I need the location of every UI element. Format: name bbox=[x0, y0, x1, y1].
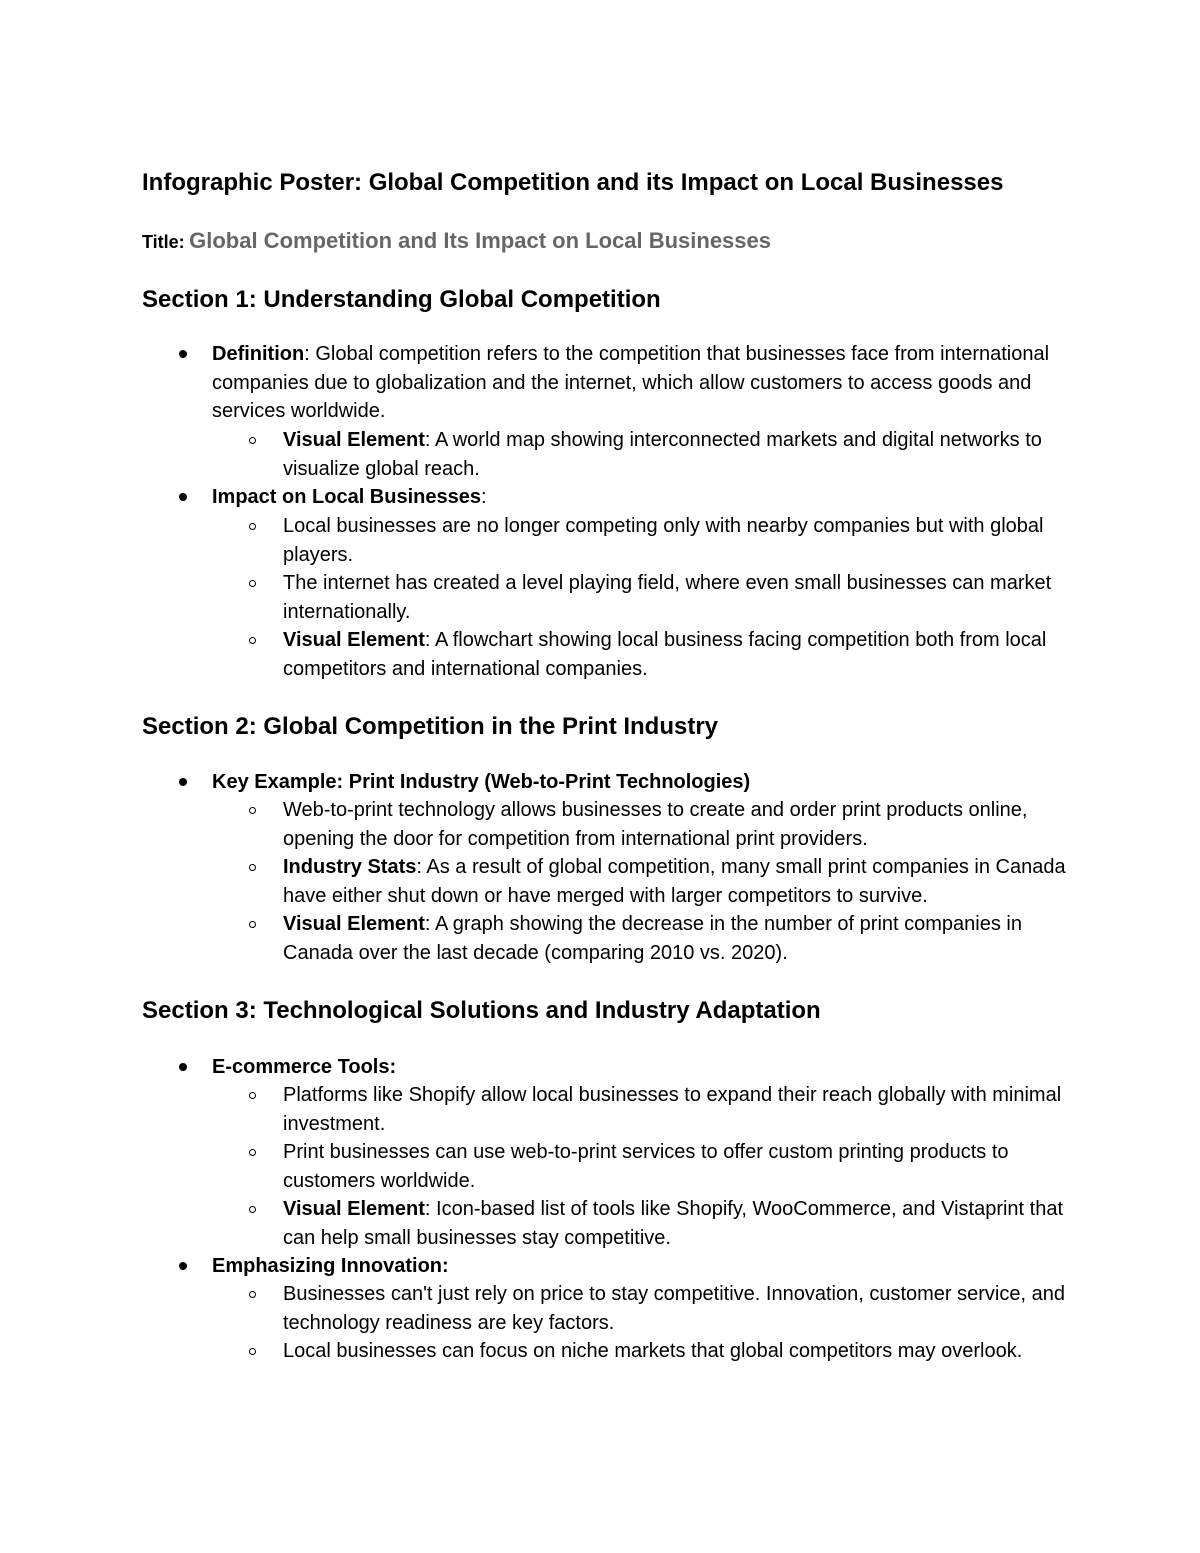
item-label: Visual Element bbox=[283, 913, 425, 935]
list-item-text bbox=[212, 483, 1092, 512]
section-heading: Section 2: Global Competition in the Print Industry bbox=[142, 713, 719, 740]
bullet-circle bbox=[249, 580, 256, 587]
bullet-circle bbox=[249, 921, 256, 928]
item-text: Web-to-print technology allows businesses to create and order print products online, opening the door for competition from international print providers. bbox=[283, 799, 1028, 850]
item-text: A world map showing interconnected markets and digital networks to visualize global reach. bbox=[283, 429, 1042, 480]
item-text: Local businesses are no longer competing only with nearby companies but with global players. bbox=[283, 515, 1044, 566]
bullet-circle bbox=[249, 1149, 256, 1156]
item-text: Icon-based list of tools like Shopify, WooCommerce, and Vistaprint that can help small businesses stay competitive. bbox=[283, 1198, 1064, 1249]
title-label: Title: bbox=[142, 232, 185, 252]
sub-item-text bbox=[283, 512, 1083, 569]
item-label: E-commerce Tools: bbox=[212, 1056, 397, 1078]
item-separator: : bbox=[424, 1198, 431, 1220]
bullet-dot bbox=[179, 1262, 187, 1270]
sub-item-text bbox=[283, 853, 1083, 910]
bullet-circle bbox=[249, 523, 256, 530]
title-line bbox=[142, 225, 771, 260]
item-label: Visual Element bbox=[283, 1198, 425, 1220]
sub-item-text bbox=[283, 426, 1083, 483]
section-heading: Section 1: Understanding Global Competition bbox=[142, 286, 661, 313]
item-text: As a result of global competition, many small print companies in Canada have either shut down or have merged with larger competitors to survive. bbox=[283, 856, 1066, 907]
item-separator: : bbox=[424, 629, 431, 651]
bullet-dot bbox=[179, 778, 187, 786]
item-label: Key Example: Print Industry (Web-to-Print Technologies) bbox=[212, 771, 751, 793]
bullet-circle bbox=[249, 1291, 256, 1298]
sub-item-text bbox=[283, 1280, 1083, 1337]
item-text: Businesses can't just rely on price to stay competitive. Innovation, customer service, and technology readiness are key factors. bbox=[283, 1283, 1065, 1334]
bullet-circle bbox=[249, 1092, 256, 1099]
bullet-circle bbox=[249, 637, 256, 644]
sub-item-text bbox=[283, 1138, 1083, 1195]
item-separator: : bbox=[304, 343, 310, 365]
item-separator: : bbox=[424, 913, 431, 935]
bullet-dot bbox=[179, 493, 187, 501]
bullet-circle bbox=[249, 437, 256, 444]
item-label: Visual Element bbox=[283, 429, 425, 451]
sub-item-text bbox=[283, 910, 1083, 967]
bullet-dot bbox=[179, 1063, 187, 1071]
item-text: The internet has created a level playing field, where even small businesses can market internationally. bbox=[283, 572, 1052, 623]
sub-item-text bbox=[283, 626, 1083, 683]
document-heading: Infographic Poster: Global Competition and its Impact on Local Businesses bbox=[142, 169, 1004, 196]
list-item-text bbox=[212, 1053, 1092, 1082]
item-label: Visual Element bbox=[283, 629, 425, 651]
item-text: Platforms like Shopify allow local businesses to expand their reach globally with minimal investment. bbox=[283, 1084, 1062, 1135]
list-item-text bbox=[212, 1252, 1092, 1281]
item-text: Global competition refers to the competition that businesses face from international companies due to globalization and the internet, which allow customers to access goods and services worldwide. bbox=[212, 343, 1050, 422]
bullet-dot bbox=[179, 350, 187, 358]
item-text: A graph showing the decrease in the number of print companies in Canada over the last decade (comparing 2010 vs. 2020). bbox=[283, 913, 1022, 964]
list-item-text bbox=[212, 340, 1092, 426]
sub-item-text bbox=[283, 796, 1083, 853]
list-item-text bbox=[212, 768, 1092, 797]
section-heading: Section 3: Technological Solutions and Industry Adaptation bbox=[142, 997, 821, 1024]
bullet-circle bbox=[249, 807, 256, 814]
item-separator: : bbox=[424, 429, 431, 451]
item-separator: : bbox=[416, 856, 422, 878]
item-label: Impact on Local Businesses bbox=[212, 486, 481, 508]
item-separator: : bbox=[480, 486, 487, 508]
sub-item-text bbox=[283, 1337, 1083, 1366]
item-label: Emphasizing Innovation: bbox=[212, 1255, 449, 1277]
item-label: Industry Stats bbox=[283, 856, 417, 878]
bullet-circle bbox=[249, 864, 256, 871]
sub-item-text bbox=[283, 1195, 1083, 1252]
sub-item-text bbox=[283, 1081, 1083, 1138]
item-text: A flowchart showing local business facing competition both from local competitors and international companies. bbox=[283, 629, 1047, 680]
item-label: Definition bbox=[212, 343, 305, 365]
item-text: Print businesses can use web-to-print services to offer custom printing products to customers worldwide. bbox=[283, 1141, 1009, 1192]
title-value: Global Competition and Its Impact on Local Businesses bbox=[189, 228, 771, 253]
item-text: Local businesses can focus on niche markets that global competitors may overlook. bbox=[283, 1340, 1023, 1362]
bullet-circle bbox=[249, 1206, 256, 1213]
bullet-circle bbox=[249, 1348, 256, 1355]
sub-item-text bbox=[283, 569, 1083, 626]
